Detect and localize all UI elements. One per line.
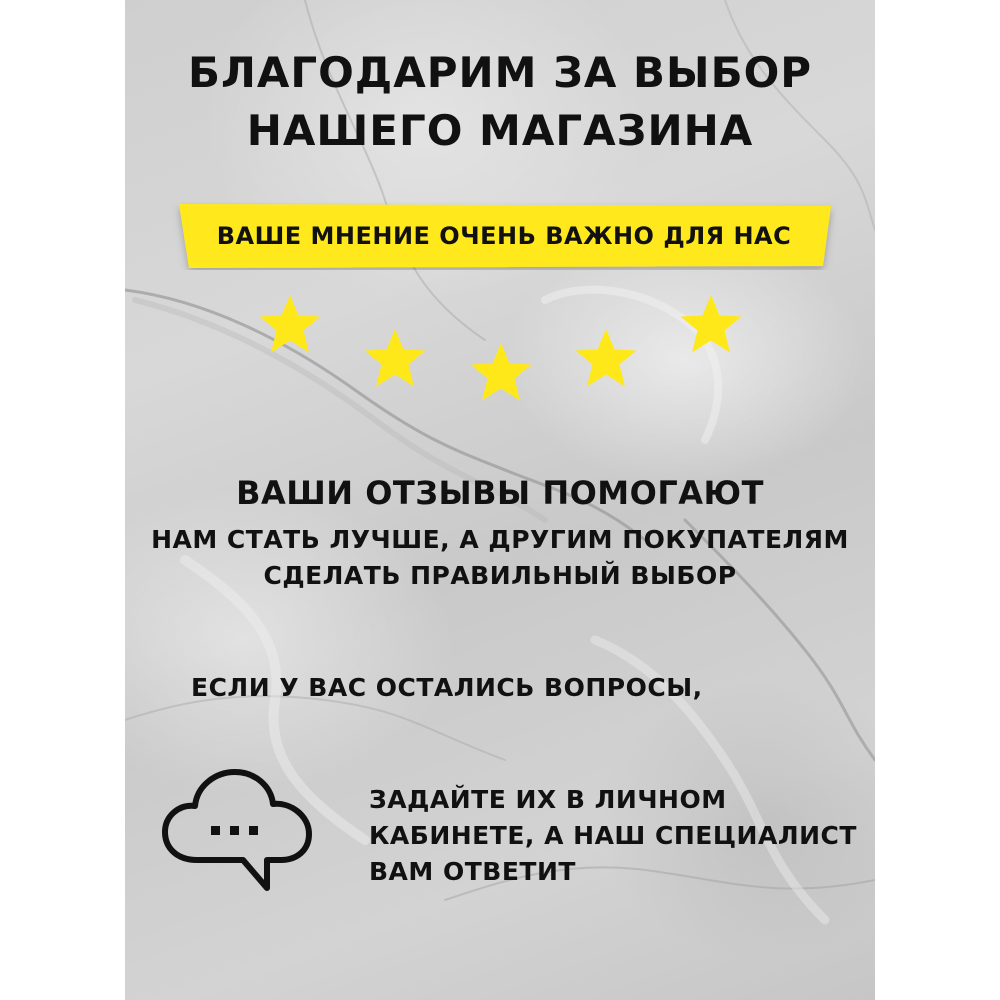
star-icon — [467, 340, 535, 408]
marble-card — [125, 0, 875, 1000]
highlight-banner — [171, 202, 837, 270]
reviews-subtext — [125, 522, 875, 594]
title-line-1: БЛАГОДАРИМ ЗА ВЫБОР — [187, 48, 813, 97]
banner-text: ВАШЕ МНЕНИЕ ОЧЕНЬ ВАЖНО ДЛЯ НАС — [216, 222, 792, 250]
star-icon — [361, 326, 429, 394]
title-line-2: НАШЕГО МАГАЗИНА — [246, 106, 754, 155]
reviews-heading: ВАШИ ОТЗЫВЫ ПОМОГАЮТ — [236, 474, 764, 512]
star-icon — [677, 292, 745, 360]
reviews-line-1: НАМ СТАТЬ ЛУЧШЕ, А ДРУГИМ ПОКУПАТЕЛЯМ — [151, 525, 849, 554]
star-icon — [256, 292, 324, 360]
page-title — [125, 44, 875, 160]
answer-text — [369, 782, 869, 890]
answer-line-3: ВАМ ОТВЕТИТ — [369, 857, 576, 886]
questions-text: ЕСЛИ У ВАС ОСТАЛИСЬ ВОПРОСЫ, — [191, 673, 703, 702]
answer-line-1: ЗАДАЙТЕ ИХ В ЛИЧНОМ — [369, 785, 727, 814]
chat-cloud-icon — [157, 764, 317, 900]
star-icon — [572, 326, 640, 394]
answer-line-2: КАБИНЕТЕ, А НАШ СПЕЦИАЛИСТ — [369, 821, 857, 850]
reviews-line-2: СДЕЛАТЬ ПРАВИЛЬНЫЙ ВЫБОР — [263, 561, 737, 590]
